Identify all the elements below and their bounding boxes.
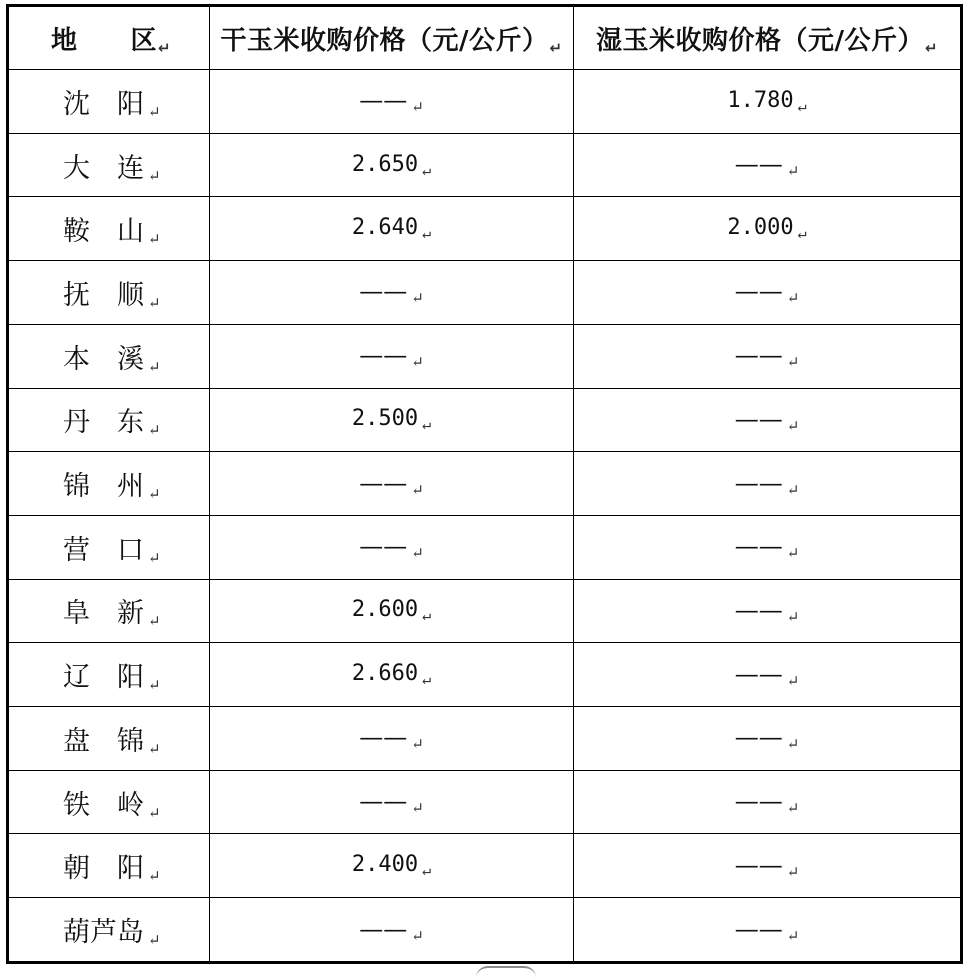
region-cell (8, 388, 210, 452)
return-mark-icon: ↵ (148, 612, 161, 631)
return-mark-icon: ↵ (148, 102, 161, 121)
dry-price-cell (210, 770, 574, 834)
return-mark-icon: ↵ (148, 230, 161, 249)
wet-price-cell-text: —— (734, 532, 783, 561)
dry-price-cell (210, 452, 574, 516)
return-mark-icon: ↵ (786, 353, 800, 372)
return-mark-icon: ↵ (797, 224, 807, 243)
document-page (6, 4, 960, 964)
dry-price-cell (210, 579, 574, 643)
dry-price-cell-text: —— (359, 277, 408, 306)
region-cell (8, 898, 210, 963)
region-cell-text: 朝 阳 (63, 853, 144, 885)
return-mark-icon: ↵ (411, 544, 424, 563)
dry-price-cell (210, 133, 574, 197)
wet-price-cell (574, 643, 962, 707)
region-cell-text: 大 连 (63, 152, 144, 184)
table-row (8, 133, 962, 197)
return-mark-icon: ↵ (786, 799, 800, 818)
return-mark-icon: ↵ (786, 862, 800, 881)
return-mark-icon: ↵ (797, 96, 807, 115)
header-dry-label: 干玉米收购价格（元/公斤） (220, 25, 549, 56)
return-mark-icon: ↵ (148, 676, 161, 695)
wet-price-cell (574, 133, 962, 197)
wet-price-cell-text: —— (734, 659, 783, 688)
table-row (8, 834, 962, 898)
return-mark-icon: ↵ (786, 926, 800, 945)
header-region-label: 地 区 (51, 25, 158, 56)
wet-price-cell (574, 707, 962, 771)
return-mark-icon: ↵ (148, 166, 161, 185)
region-cell (8, 133, 210, 197)
table-row (8, 579, 962, 643)
dry-price-cell-text: —— (359, 341, 408, 370)
wet-price-cell (574, 70, 962, 134)
header-wet-label: 湿玉米收购价格（元/公斤） (595, 25, 924, 56)
return-mark-icon: ↵ (411, 799, 424, 818)
return-mark-icon: ↵ (786, 289, 800, 308)
dry-price-cell (210, 197, 574, 261)
region-cell-text: 抚 顺 (63, 279, 144, 311)
wet-price-cell-text: —— (734, 404, 783, 433)
table-header-row (8, 6, 962, 70)
return-mark-icon: ↵ (786, 671, 800, 690)
dry-price-cell-text: —— (359, 532, 408, 561)
table-row (8, 70, 962, 134)
region-cell (8, 643, 210, 707)
dry-price-cell (210, 898, 574, 963)
region-cell (8, 579, 210, 643)
region-cell (8, 834, 210, 898)
table-row (8, 452, 962, 516)
region-cell (8, 261, 210, 325)
return-mark-icon: ↵ (786, 480, 800, 499)
return-mark-icon: ↵ (148, 739, 161, 758)
dry-price-cell (210, 388, 574, 452)
table-row (8, 388, 962, 452)
return-mark-icon: ↵ (422, 861, 432, 880)
wet-price-cell (574, 261, 962, 325)
region-cell (8, 707, 210, 771)
table-row (8, 324, 962, 388)
corn-price-table (6, 4, 963, 964)
dry-price-cell (210, 707, 574, 771)
dry-price-cell-text: —— (359, 914, 408, 943)
return-mark-icon: ↵ (924, 38, 939, 57)
wet-price-cell (574, 388, 962, 452)
dry-price-cell (210, 515, 574, 579)
wet-price-cell (574, 898, 962, 963)
wet-price-cell (574, 197, 962, 261)
return-mark-icon: ↵ (786, 607, 800, 626)
dry-price-cell-text: 2.650 (351, 151, 419, 177)
return-mark-icon: ↵ (411, 353, 424, 372)
wet-price-cell-text: —— (734, 468, 783, 497)
return-mark-icon: ↵ (786, 544, 800, 563)
region-cell-text: 丹 东 (63, 407, 144, 439)
region-cell-text: 沈 阳 (63, 88, 144, 120)
wet-price-cell-text: 1.780 (727, 87, 794, 113)
region-cell-text: 阜 新 (63, 598, 144, 630)
return-mark-icon: ↵ (148, 357, 161, 376)
region-cell (8, 770, 210, 834)
region-cell-text: 鞍 山 (63, 216, 144, 248)
wet-price-cell-text: —— (734, 787, 783, 816)
return-mark-icon: ↵ (422, 670, 432, 689)
dry-price-cell-text: 2.500 (351, 406, 419, 432)
region-cell (8, 515, 210, 579)
table-row (8, 515, 962, 579)
wet-price-cell (574, 770, 962, 834)
region-cell-text: 铁 岭 (63, 789, 144, 821)
wet-price-cell (574, 452, 962, 516)
table-row (8, 197, 962, 261)
return-mark-icon: ↵ (148, 293, 161, 312)
return-mark-icon: ↵ (148, 803, 161, 822)
dry-price-cell (210, 643, 574, 707)
return-mark-icon: ↵ (148, 548, 161, 567)
wet-price-cell (574, 834, 962, 898)
header-region (8, 6, 210, 70)
return-mark-icon: ↵ (411, 735, 424, 754)
dry-price-cell (210, 261, 574, 325)
return-mark-icon: ↵ (411, 98, 424, 117)
return-mark-icon: ↵ (411, 926, 424, 945)
region-cell (8, 452, 210, 516)
region-cell-text: 盘 锦 (63, 725, 144, 757)
region-cell (8, 324, 210, 388)
region-cell-text: 营 口 (63, 534, 144, 566)
table-row (8, 261, 962, 325)
dry-price-cell-text: 2.600 (351, 597, 419, 623)
return-mark-icon: ↵ (148, 485, 161, 504)
page-edge-mark (476, 966, 536, 978)
wet-price-cell-text: —— (734, 595, 783, 624)
return-mark-icon: ↵ (148, 867, 161, 886)
return-mark-icon: ↵ (148, 931, 161, 950)
region-cell-text: 辽 阳 (63, 662, 144, 694)
table-row (8, 898, 962, 963)
return-mark-icon: ↵ (422, 415, 432, 434)
dry-price-cell-text: 2.660 (351, 661, 419, 687)
return-mark-icon: ↵ (158, 38, 172, 57)
return-mark-icon: ↵ (411, 480, 424, 499)
wet-price-cell-text: —— (734, 341, 783, 370)
header-dry-price (210, 6, 574, 70)
dry-price-cell (210, 834, 574, 898)
region-cell-text: 本 溪 (63, 343, 144, 375)
dry-price-cell-text: 2.400 (351, 852, 419, 878)
wet-price-cell-text: —— (734, 277, 783, 306)
return-mark-icon: ↵ (422, 160, 432, 179)
dry-price-cell-text: —— (359, 787, 408, 816)
return-mark-icon: ↵ (411, 289, 424, 308)
header-wet-price (574, 6, 962, 70)
return-mark-icon: ↵ (422, 224, 432, 243)
return-mark-icon: ↵ (786, 416, 800, 435)
dry-price-cell-text: —— (359, 86, 408, 115)
wet-price-cell (574, 515, 962, 579)
dry-price-cell (210, 70, 574, 134)
wet-price-cell (574, 324, 962, 388)
table-row (8, 770, 962, 834)
table-row (8, 643, 962, 707)
wet-price-cell (574, 579, 962, 643)
wet-price-cell-text: —— (734, 723, 783, 752)
region-cell (8, 70, 210, 134)
return-mark-icon: ↵ (549, 38, 563, 57)
return-mark-icon: ↵ (786, 162, 800, 181)
dry-price-cell-text: —— (359, 468, 408, 497)
dry-price-cell-text: —— (359, 723, 408, 752)
wet-price-cell-text: —— (734, 850, 783, 879)
return-mark-icon: ↵ (786, 735, 800, 754)
region-cell-text: 锦 州 (63, 471, 144, 503)
dry-price-cell-text: 2.640 (351, 215, 419, 241)
wet-price-cell-text: —— (734, 914, 783, 943)
table-body (8, 70, 962, 963)
return-mark-icon: ↵ (148, 421, 161, 440)
dry-price-cell (210, 324, 574, 388)
region-cell-text: 葫芦岛 (63, 917, 144, 949)
table-row (8, 707, 962, 771)
return-mark-icon: ↵ (422, 606, 432, 625)
wet-price-cell-text: —— (734, 150, 783, 179)
wet-price-cell-text: 2.000 (727, 215, 794, 241)
region-cell (8, 197, 210, 261)
